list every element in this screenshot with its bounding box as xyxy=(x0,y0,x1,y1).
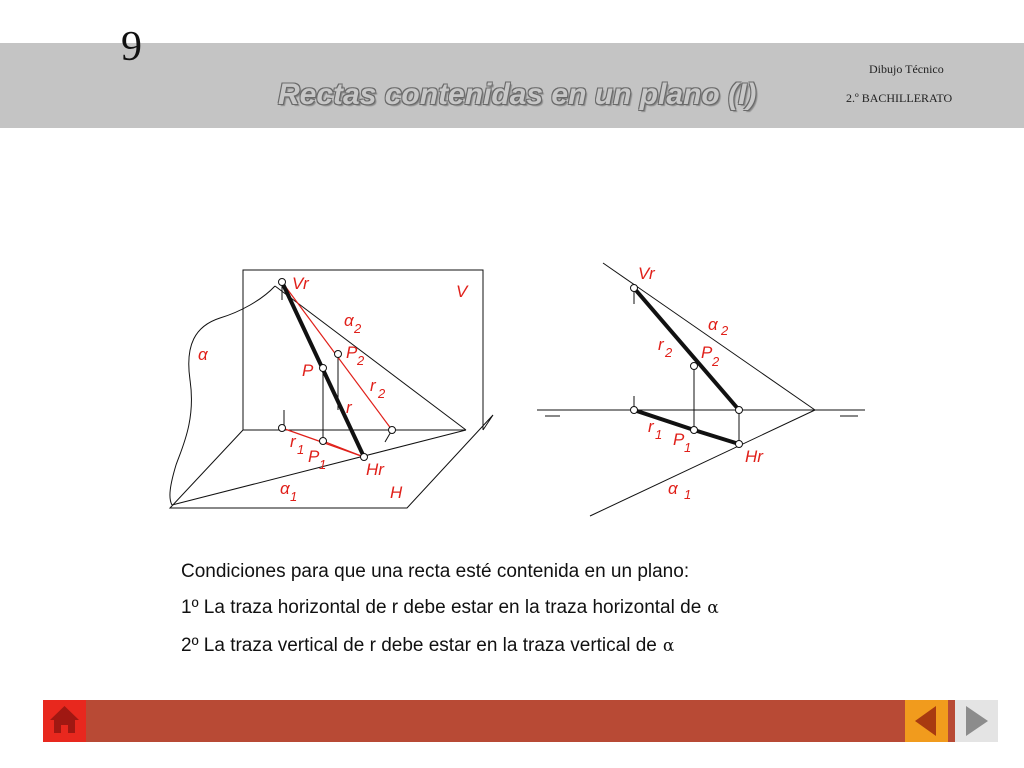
label-p2: P xyxy=(701,343,713,362)
label-alpha1-sub: 1 xyxy=(290,489,298,504)
conditions-heading: Condiciones para que una recta esté contenida en un plano: xyxy=(181,561,690,582)
home-button[interactable] xyxy=(43,700,86,742)
label-p1-sub: 1 xyxy=(684,440,692,455)
point-vr xyxy=(631,285,638,292)
alpha-symbol: α xyxy=(707,598,719,618)
slide-title: Rectas contenidas en un plano (I) xyxy=(278,78,757,111)
point-r2-end xyxy=(736,407,743,414)
perspective-red-lines xyxy=(282,282,392,457)
triangle-right-icon xyxy=(955,700,998,742)
label-r2-sub: 2 xyxy=(378,386,386,401)
label-p2: P xyxy=(346,343,358,362)
label-p2-sub: 2 xyxy=(357,353,365,368)
dihedral-drawing xyxy=(537,263,865,516)
label-r1-sub: 1 xyxy=(655,427,663,442)
label-p2-sub: 2 xyxy=(712,354,720,369)
vertical-plane-outline xyxy=(243,270,483,430)
label-hr: Hr xyxy=(366,460,384,479)
condition-line-2-text: 2º La traza vertical de r debe estar en la traza vertical de xyxy=(181,635,657,656)
footer-bar xyxy=(43,700,997,742)
condition-line-1 xyxy=(181,597,719,619)
point-p1 xyxy=(691,427,698,434)
label-r: r xyxy=(346,398,352,417)
point-hr xyxy=(736,441,743,448)
label-p: P xyxy=(302,361,314,380)
label-vr: Vr xyxy=(292,274,309,293)
label-p1: P xyxy=(308,447,320,466)
horizontal-plane-outline xyxy=(170,415,493,508)
label-r2: r xyxy=(370,376,376,395)
alpha-symbol: α xyxy=(662,636,675,656)
label-alpha2-sub: 2 xyxy=(721,323,729,338)
home-icon xyxy=(43,700,86,742)
label-r1-sub: 1 xyxy=(297,442,305,457)
label-r2-sub: 2 xyxy=(665,345,673,360)
label-alpha2: α xyxy=(344,311,354,330)
label-r2: r xyxy=(658,335,664,354)
label-alpha2: α xyxy=(708,315,718,334)
course-label: 2.º BACHILLERATO xyxy=(846,91,953,105)
label-alpha1: α xyxy=(280,479,290,498)
label-r1: r xyxy=(290,432,296,451)
label-alpha1-sub: 1 xyxy=(684,487,692,502)
page-number: 9 xyxy=(121,24,142,70)
label-p1: P xyxy=(673,430,685,449)
point-r2-end xyxy=(389,427,396,434)
label-alpha1: α xyxy=(668,479,678,498)
point-vr xyxy=(279,279,286,286)
condition-line-2 xyxy=(181,635,674,657)
prev-button[interactable] xyxy=(905,700,948,742)
point-p1 xyxy=(320,438,327,445)
point-r1-start xyxy=(631,407,638,414)
projection-r2 xyxy=(634,288,739,410)
point-p xyxy=(320,365,327,372)
alpha1-trace xyxy=(590,410,815,516)
label-alpha2-sub: 2 xyxy=(354,321,362,336)
alpha2-trace xyxy=(275,286,466,430)
plane-alpha-curve xyxy=(170,286,275,505)
label-hr: Hr xyxy=(745,447,763,466)
point-p2 xyxy=(691,363,698,370)
label-p1-sub: 1 xyxy=(319,457,327,472)
point-p2 xyxy=(335,351,342,358)
label-h: H xyxy=(390,483,403,502)
subject-label: Dibujo Técnico xyxy=(869,62,944,76)
condition-line-1-text: 1º La traza horizontal de r debe estar en la traza horizontal de xyxy=(181,597,702,618)
label-alpha: α xyxy=(198,345,208,364)
label-vr: Vr xyxy=(638,264,655,283)
triangle-left-icon xyxy=(905,700,948,742)
next-button[interactable] xyxy=(955,700,998,742)
label-v: V xyxy=(456,282,468,301)
point-r1-start xyxy=(279,425,286,432)
dihedral-labels xyxy=(638,264,764,502)
label-r1: r xyxy=(648,417,654,436)
